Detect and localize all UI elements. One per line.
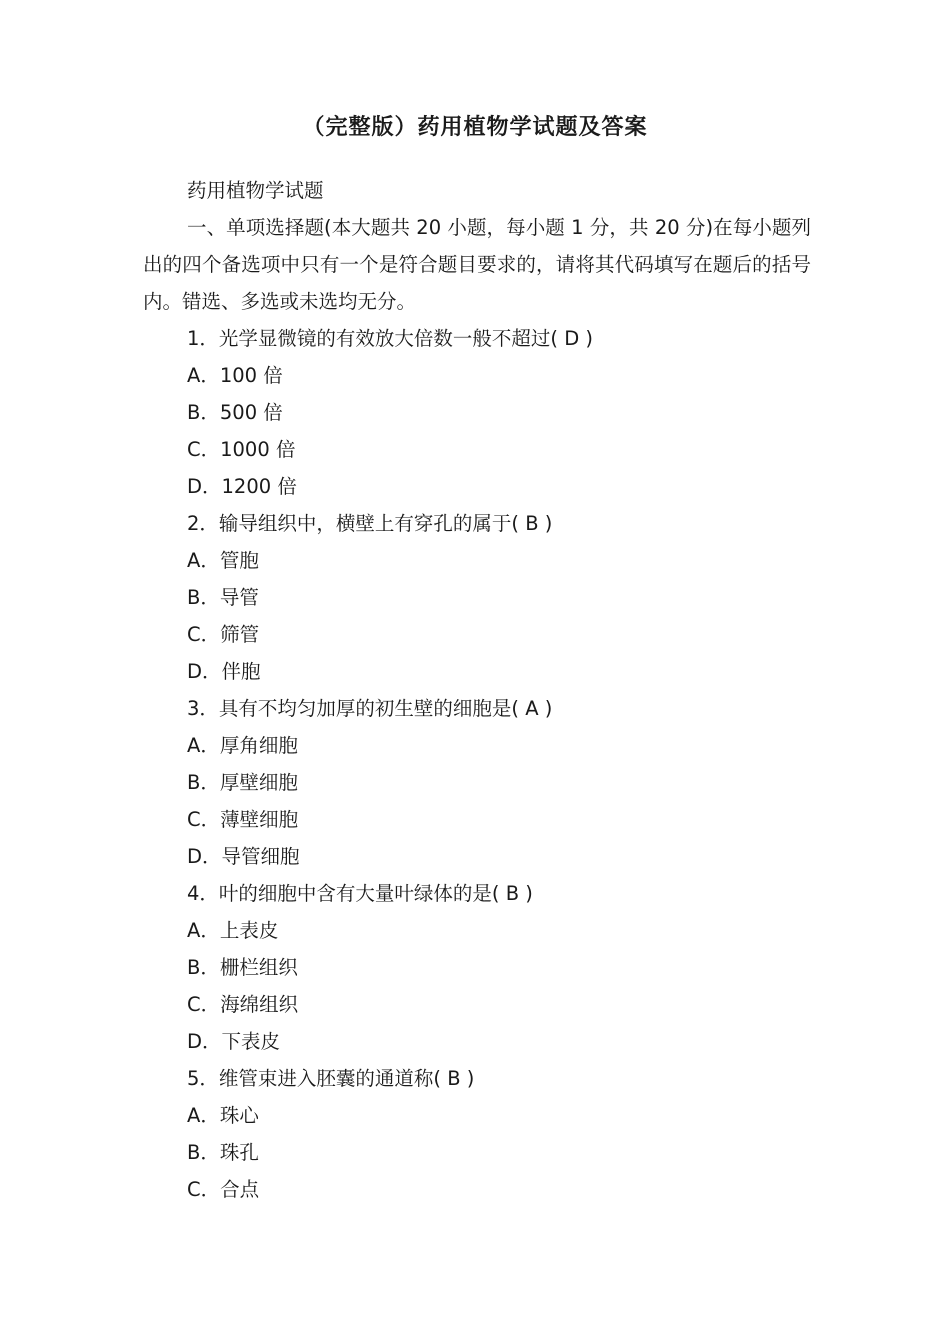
option-a: A．厚角细胞 — [187, 734, 298, 757]
option-b: B．厚壁细胞 — [187, 771, 298, 794]
option-a: A．管胞 — [187, 549, 259, 572]
option-c: C．合点 — [187, 1178, 260, 1201]
option-d: D．1200 倍 — [187, 475, 297, 498]
option-d: D．导管细胞 — [187, 845, 300, 868]
question-stem: 4．叶的细胞中含有大量叶绿体的是( B ) — [187, 882, 533, 905]
option-d: D．伴胞 — [187, 660, 261, 683]
option-b: B．珠孔 — [187, 1141, 259, 1164]
question-1 — [143, 320, 811, 505]
option-d: D．下表皮 — [187, 1030, 281, 1053]
question-stem: 2．输导组织中，横壁上有穿孔的属于( B ) — [187, 512, 553, 535]
option-c: C．1000 倍 — [187, 438, 296, 461]
document-title: （完整版）药用植物学试题及答案 — [302, 115, 648, 140]
option-c: C．筛管 — [187, 623, 260, 646]
instructions-paragraph: 一、单项选择题(本大题共 20 小题，每小题 1 分，共 20 分)在每小题列出的四个备选项中只有一个是符合题目要求的，请将其代码填写在题后的括号内。错选、多选或未选均无分。 — [143, 216, 811, 313]
question-3 — [143, 690, 811, 875]
question-2 — [143, 505, 811, 690]
question-stem: 3．具有不均匀加厚的初生壁的细胞是( A ) — [187, 697, 553, 720]
option-a: A．上表皮 — [187, 919, 279, 942]
question-stem: 5．维管束进入胚囊的通道称( B ) — [187, 1067, 475, 1090]
question-stem: 1．光学显微镜的有效放大倍数一般不超过( D ) — [187, 327, 594, 350]
question-4 — [143, 875, 811, 1060]
option-c: C．海绵组织 — [187, 993, 299, 1016]
section-subtitle: 药用植物学试题 — [187, 179, 324, 202]
option-b: B．500 倍 — [187, 401, 283, 424]
option-c: C．薄壁细胞 — [187, 808, 299, 831]
option-b: B．栅栏组织 — [187, 956, 298, 979]
option-b: B．导管 — [187, 586, 259, 609]
option-a: A．珠心 — [187, 1104, 259, 1127]
option-a: A．100 倍 — [187, 364, 283, 387]
document-body — [143, 172, 811, 1208]
question-5 — [143, 1060, 811, 1208]
